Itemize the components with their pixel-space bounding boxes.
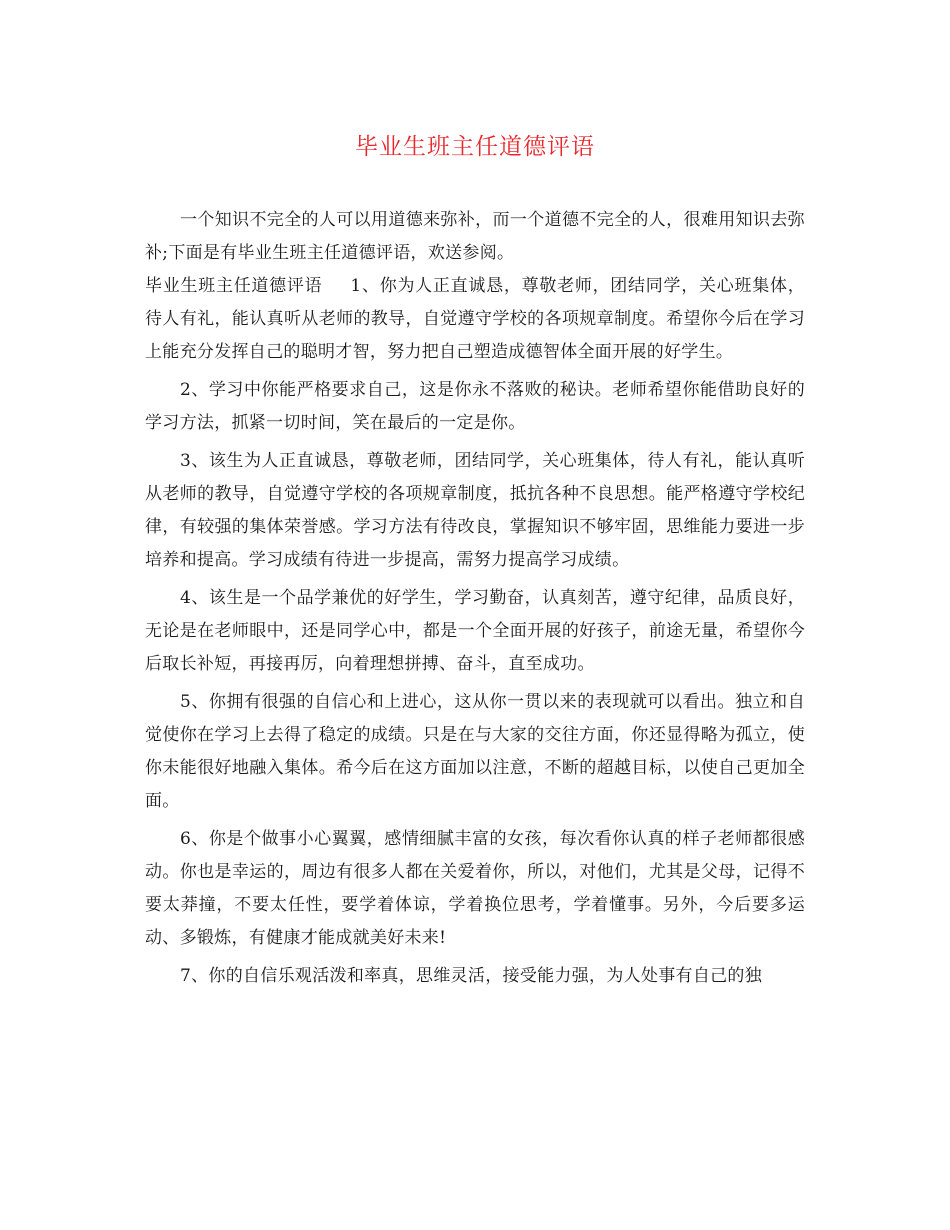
document-title: 毕业生班主任道德评语: [355, 134, 595, 160]
item-paragraph-2: 2、学习中你能严格要求自己，这是你永不落败的秘诀。老师希望你能借助良好的学习方法，抓紧一切时间，笑在最后的一定是你。: [145, 380, 805, 433]
item-paragraph-4: 4、该生是一个品学兼优的好学生，学习勤奋，认真刻苦，遵守纪律，品质良好，无论是在老师眼中，还是同学心中，都是一个全面开展的好孩子，前途无量，希望你今后取长补短，再接再厉，向着理想拼搏、奋斗，直至成功。: [145, 588, 805, 674]
section-heading: 毕业生班主任道德评语: [145, 276, 323, 296]
item-paragraph-3: 3、该生为人正直诚恳，尊敬老师，团结同学，关心班集体，待人有礼，能认真听从老师的教导，自觉遵守学校的各项规章制度，抵抗各种不良思想。能严格遵守学校纪律，有较强的集体荣誉感。学习方法有待改良，掌握知识不够牢固，思维能力要进一步培养和提高。学习成绩有待进一步提高，需努力提高学习成绩。: [145, 451, 805, 570]
document-body: [145, 204, 805, 993]
item-paragraph-7: 7、你的自信乐观活泼和率真，思维灵活，接受能力强，为人处事有自己的独: [180, 966, 763, 986]
item-1-text: 1、你为人正直诚恳，尊敬老师，团结同学，关心班集体，待人有礼，能认真听从老师的教导，自觉遵守学校的各项规章制度。希望你今后在学习上能充分发挥自己的聪明才智，努力把自己塑造成德智体全面开展的好学生。: [145, 276, 806, 362]
intro-paragraph: 一个知识不完全的人可以用道德来弥补，而一个道德不完全的人，很难用知识去弥补;下面是有毕业生班主任道德评语，欢送参阅。: [145, 210, 805, 263]
item-paragraph-6: 6、你是个做事小心翼翼，感情细腻丰富的女孩，每次看你认真的样子老师都很感动。你也是幸运的，周边有很多人都在关爱着你，所以，对他们，尤其是父母，记得不要太莽撞，不要太任性，要学着体谅，学着换位思考，学着懂事。另外，今后要多运动、多锻炼，有健康才能成就美好未来!: [145, 829, 805, 948]
item-paragraph-1: [145, 270, 805, 369]
item-paragraph-5: 5、你拥有很强的自信心和上进心，这从你一贯以来的表现就可以看出。独立和自觉使你在学习上去得了稳定的成绩。只是在与大家的交往方面，你还显得略为孤立，使你未能很好地融入集体。希今后在这方面加以注意，不断的超越目标，以使自己更加全面。: [145, 692, 805, 811]
